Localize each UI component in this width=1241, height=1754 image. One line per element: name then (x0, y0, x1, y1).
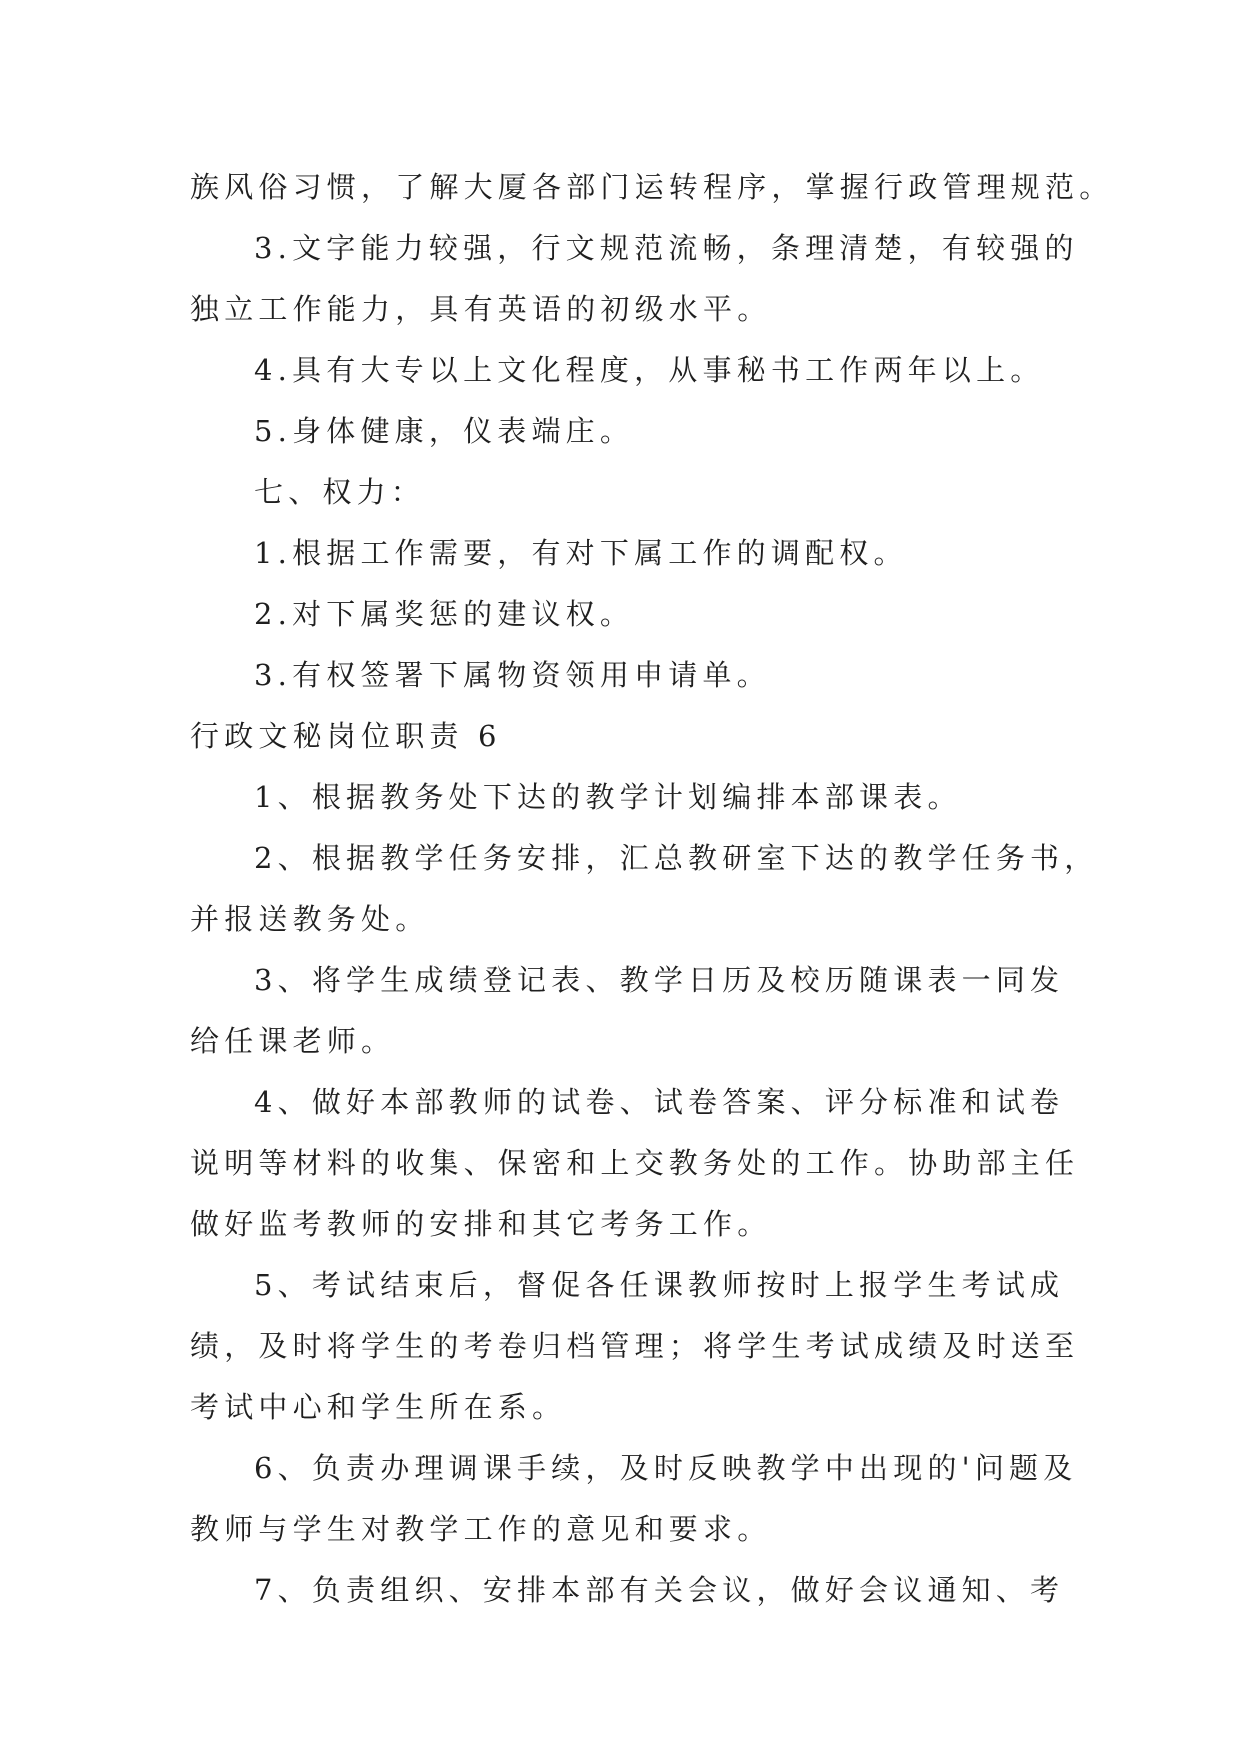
text-line: 3.文字能力较强，行文规范流畅，条理清楚，有较强的 (254, 231, 1079, 265)
text-line: 1、根据教务处下达的教学计划编排本部课表。 (254, 780, 962, 814)
text-line: 1.根据工作需要，有对下属工作的调配权。 (254, 536, 908, 570)
text-line: 绩，及时将学生的考卷归档管理；将学生考试成绩及时送至 (190, 1329, 1080, 1363)
text-line: 4、做好本部教师的试卷、试卷答案、评分标准和试卷 (254, 1085, 1065, 1119)
section-heading: 七、权力： (254, 475, 426, 509)
document-body (190, 157, 1114, 1621)
text-line: 4.具有大专以上文化程度，从事秘书工作两年以上。 (254, 353, 1045, 387)
text-line: 2.对下属奖惩的建议权。 (254, 597, 635, 631)
text-line: 5.身体健康，仪表端庄。 (254, 414, 635, 448)
text-line: 5、考试结束后，督促各任课教师按时上报学生考试成 (254, 1268, 1065, 1302)
text-line: 3、将学生成绩登记表、教学日历及校历随课表一同发 (254, 963, 1065, 997)
text-line: 6、负责办理调课手续，及时反映教学中出现的'问题及 (254, 1451, 1078, 1485)
text-line: 并报送教务处。 (190, 902, 430, 936)
text-line: 7、负责组织、安排本部有关会议，做好会议通知、考 (254, 1573, 1065, 1607)
document-heading: 行政文秘岗位职责 6 (190, 719, 502, 753)
text-line: 独立工作能力，具有英语的初级水平。 (190, 292, 772, 326)
text-line: 给任课老师。 (190, 1024, 396, 1058)
text-line: 做好监考教师的安排和其它考务工作。 (190, 1207, 772, 1241)
text-line: 族风俗习惯，了解大厦各部门运转程序，掌握行政管理规范。 (190, 170, 1114, 204)
text-line: 3.有权签署下属物资领用申请单。 (254, 658, 771, 692)
text-line: 考试中心和学生所在系。 (190, 1390, 567, 1424)
text-line: 教师与学生对教学工作的意见和要求。 (190, 1512, 772, 1546)
text-line: 2、根据教学任务安排，汇总教研室下达的教学任务书， (254, 841, 1099, 875)
text-line: 说明等材料的收集、保密和上交教务处的工作。协助部主任 (190, 1146, 1080, 1180)
